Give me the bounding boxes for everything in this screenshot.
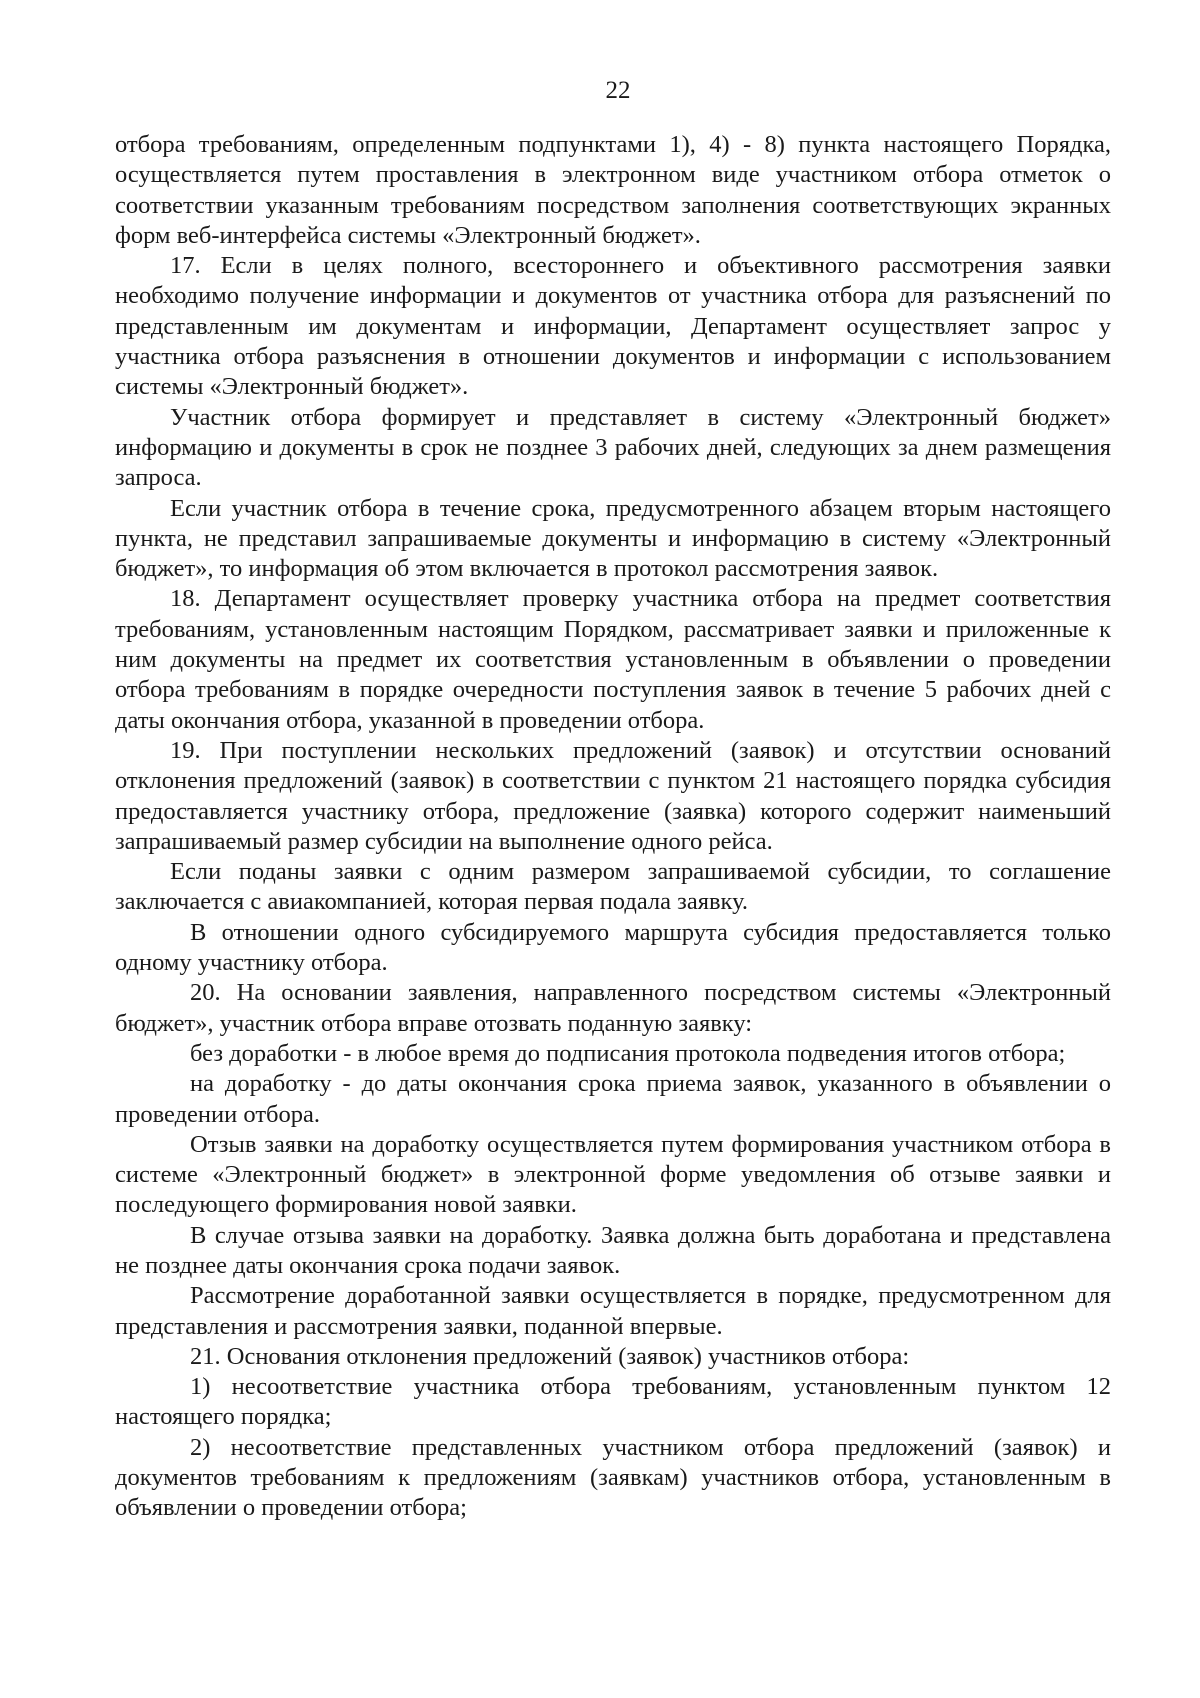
paragraph: Если поданы заявки с одним размером запрашиваемой субсидии, то соглашение заключается с авиакомпанией, которая первая подала заявку. [115, 858, 1111, 916]
paragraph: Участник отбора формирует и представляет в систему «Электронный бюджет» информацию и документы в срок не позднее 3 рабочих дней, следующих за днем размещения запроса. [115, 403, 1111, 492]
paragraph-continuation: отбора требованиям, определенным подпунктами 1), 4) - 8) пункта настоящего Порядка, осуществляется путем проставления в электронном виде участником отбора отметок о соответствии указанным требованиям посредством заполнения соответствующих экранных форм веб-интерфейса системы «Электронный бюджет». [115, 131, 1111, 249]
paragraph: без доработки - в любое время до подписания протокола подведения итогов отбора; [190, 1039, 1066, 1067]
list-item: 2) несоответствие представленных участником отбора предложений (заявок) и документов требованиям к предложениям (заявкам) участников отбора, установленным в объявлении о проведении отбора; [115, 1433, 1111, 1522]
paragraph: Рассмотрение доработанной заявки осуществляется в порядке, предусмотренном для представления и рассмотрения заявки, поданной впервые. [115, 1282, 1111, 1340]
paragraph-item-19: 19. При поступлении нескольких предложений (заявок) и отсутствии оснований отклонения предложений (заявок) в соответствии с пунктом 21 настоящего порядка субсидия предоставляется участнику отбора, предложение (заявка) которого содержит наименьший запрашиваемый размер субсидии на выполнение одного рейса. [115, 736, 1111, 855]
document-body [115, 130, 1111, 1524]
list-item: 1) несоответствие участника отбора требованиям, установленным пунктом 12 настоящего порядка; [115, 1373, 1111, 1431]
paragraph-item-21: 21. Основания отклонения предложений (заявок) участников отбора: [190, 1342, 910, 1370]
paragraph: В случае отзыва заявки на доработку. Заявка должна быть доработана и представлена не позднее даты окончания срока подачи заявок. [115, 1221, 1111, 1279]
paragraph-item-18: 18. Департамент осуществляет проверку участника отбора на предмет соответствия требованиям, установленным настоящим Порядком, рассматривает заявки и приложенные к ним документы на предмет их соответствия установленным в объявлении о проведении отбора требованиям в порядке очередности поступления заявок в течение 5 рабочих дней с даты окончания отбора, указанной в проведении отбора. [115, 585, 1111, 734]
paragraph: Если участник отбора в течение срока, предусмотренного абзацем вторым настоящего пункта, не представил запрашиваемые документы и информацию в систему «Электронный бюджет», то информация об этом включается в протокол рассмотрения заявок. [115, 494, 1111, 583]
page-number: 22 [605, 77, 631, 104]
paragraph: В отношении одного субсидируемого маршрута субсидия предоставляется только одному участнику отбора. [115, 918, 1111, 977]
paragraph-item-17: 17. Если в целях полного, всестороннего и объективного рассмотрения заявки необходимо получение информации и документов от участника отбора для разъяснений по представленным им документам и информации, Департамент осуществляет запрос у участника отбора разъяснения в отношении документов и информации с использованием системы «Электронный бюджет». [115, 252, 1111, 401]
paragraph: Отзыв заявки на доработку осуществляется путем формирования участником отбора в системе «Электронный бюджет» в электронной форме уведомления об отзыве заявки и последующего формирования новой заявки. [115, 1130, 1111, 1219]
paragraph-item-20: 20. На основании заявления, направленного посредством системы «Электронный бюджет», участник отбора вправе отозвать поданную заявку: [115, 979, 1111, 1037]
paragraph: на доработку - до даты окончания срока приема заявок, указанного в объявлении о проведении отбора. [115, 1070, 1111, 1128]
